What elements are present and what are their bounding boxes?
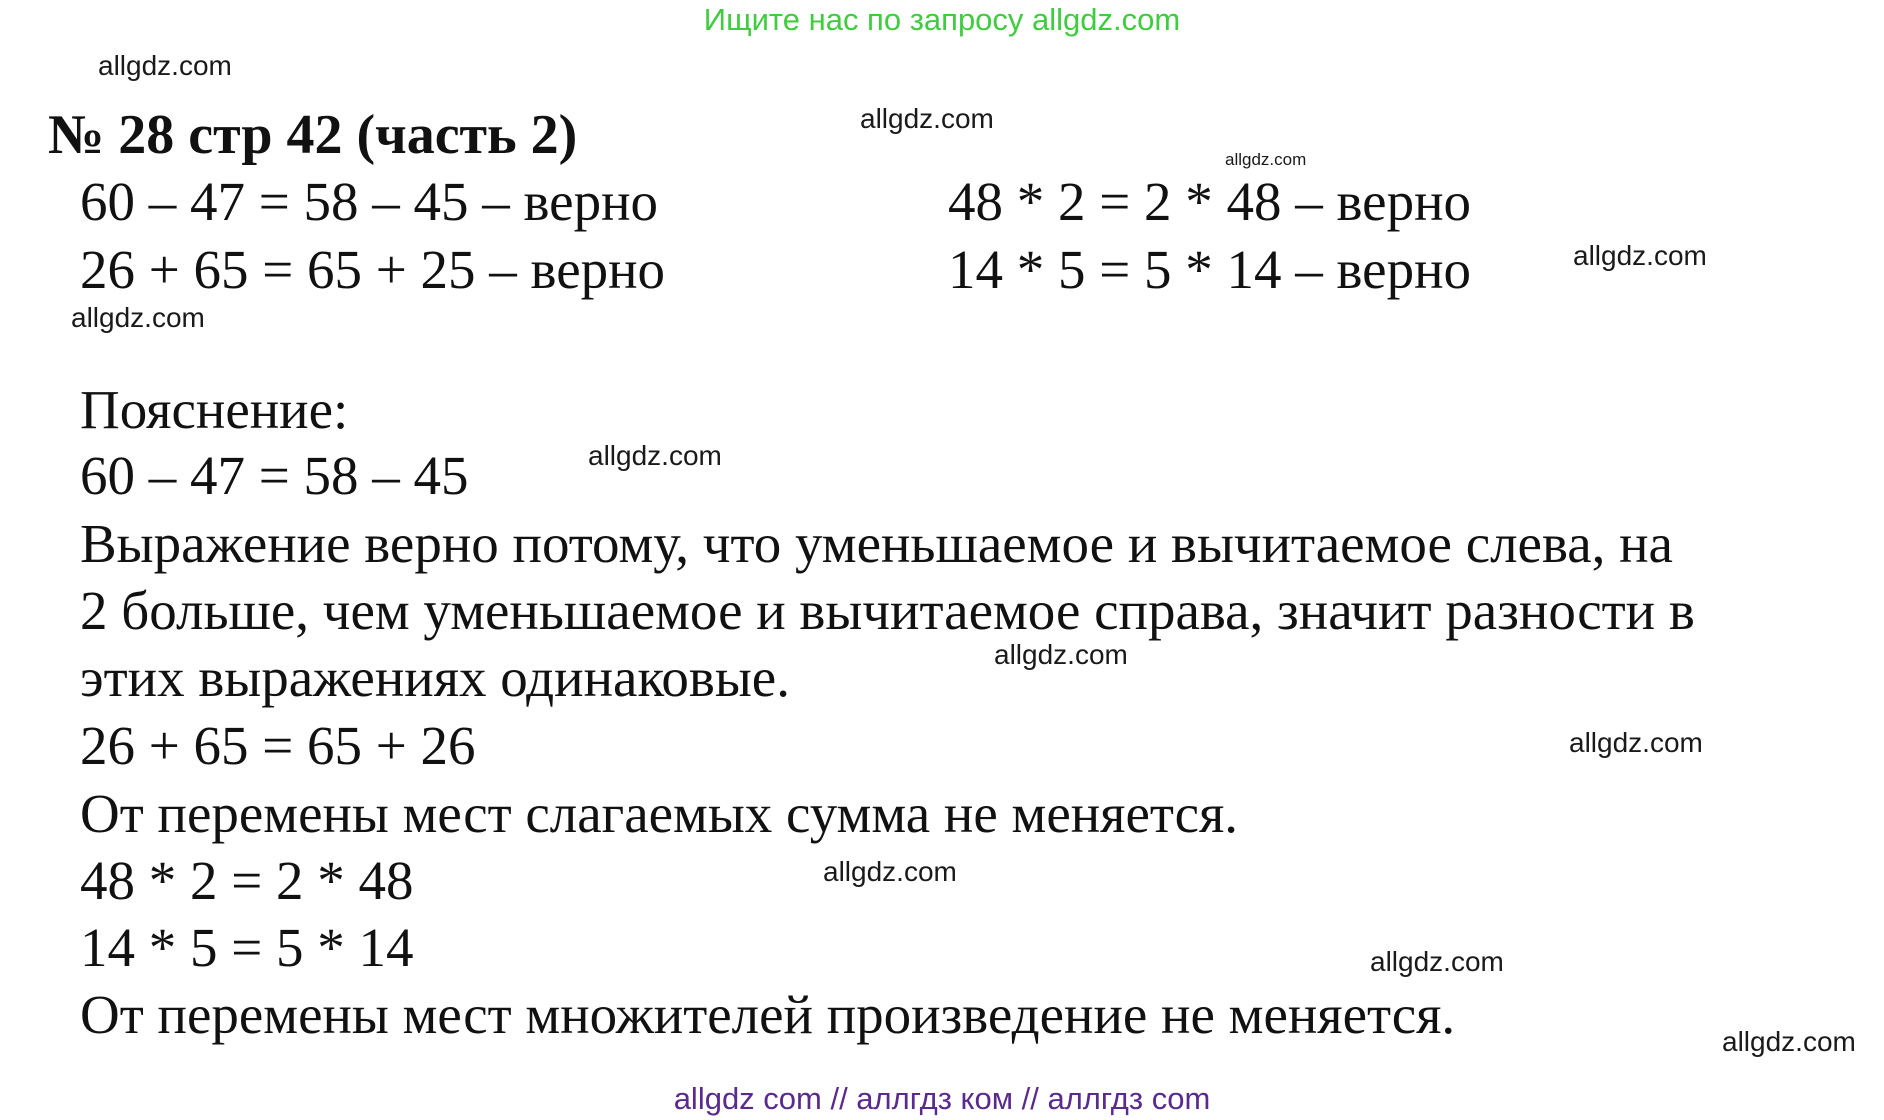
explanation-line: От перемены мест слагаемых сумма не меняется. [80,783,1239,844]
explanation-line: 48 * 2 = 2 * 48 [80,850,414,911]
explanation-line: Выражение верно потому, что уменьшаемое и вычитаемое слева, на [80,513,1673,574]
top-banner: Ищите нас по запросу allgdz.com [703,2,1181,37]
bottom-banner: allgdz com // аллгдз ком // аллгдз com [673,1081,1211,1116]
explanation-line: 26 + 65 = 65 + 26 [80,715,476,776]
explanation-line: 60 – 47 = 58 – 45 [80,445,469,506]
watermark: allgdz.com [860,103,994,134]
explanation-line: этих выражениях одинаковые. [80,647,790,708]
exercise-title: № 28 стр 42 (часть 2) [48,104,578,166]
watermark: allgdz.com [1225,150,1307,169]
watermark: allgdz.com [1569,727,1703,758]
watermark: allgdz.com [1370,946,1504,977]
answer-line: 26 + 65 = 65 + 25 – верно [80,239,666,300]
watermark: allgdz.com [1573,240,1707,271]
explanation-line: 2 больше, чем уменьшаемое и вычитаемое справа, значит разности в [80,580,1695,641]
explanation-heading: Пояснение: [80,379,349,440]
watermark: allgdz.com [71,302,205,333]
answer-line: 48 * 2 = 2 * 48 – верно [948,171,1472,232]
watermark: allgdz.com [1722,1026,1856,1057]
watermark: allgdz.com [994,639,1128,670]
watermark: allgdz.com [98,50,232,81]
watermark: allgdz.com [588,440,722,471]
watermark: allgdz.com [823,856,957,887]
explanation-line: 14 * 5 = 5 * 14 [80,917,414,978]
answer-line: 14 * 5 = 5 * 14 – верно [948,239,1472,300]
explanation-line: От перемены мест множителей произведение не меняется. [80,984,1456,1045]
answer-line: 60 – 47 = 58 – 45 – верно [80,171,659,232]
